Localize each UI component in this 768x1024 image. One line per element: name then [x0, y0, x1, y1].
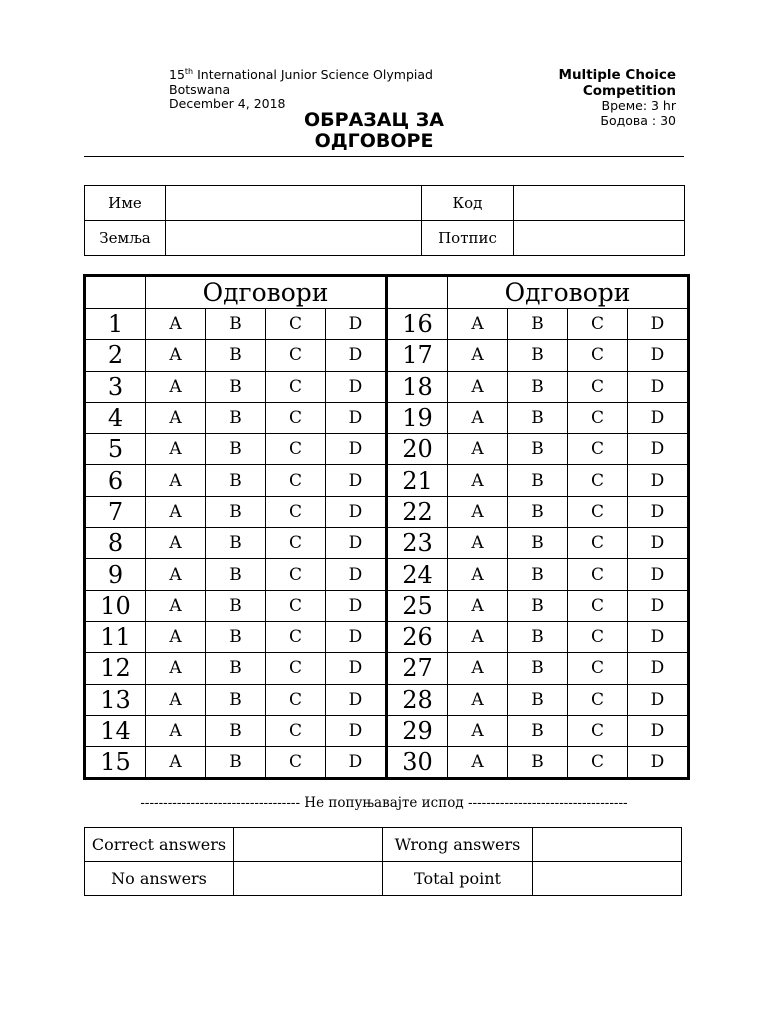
- answer-option-c[interactable]: C: [568, 528, 628, 559]
- answer-option-c[interactable]: C: [568, 653, 628, 684]
- edition-number: 15: [169, 67, 185, 82]
- answer-option-c[interactable]: C: [568, 590, 628, 621]
- question-number: 28: [387, 684, 448, 715]
- answer-option-a[interactable]: A: [146, 402, 206, 433]
- answer-option-c[interactable]: C: [266, 309, 326, 340]
- question-number: 1: [85, 309, 146, 340]
- answer-option-a[interactable]: A: [448, 590, 508, 621]
- answer-option-c[interactable]: C: [266, 559, 326, 590]
- olympiad-title: International Junior Science Olympiad: [197, 67, 433, 82]
- answer-option-d[interactable]: D: [326, 340, 387, 371]
- question-number: 18: [387, 371, 448, 402]
- answer-option-c[interactable]: C: [266, 747, 326, 779]
- answer-option-d[interactable]: D: [628, 496, 689, 527]
- question-number: 6: [85, 465, 146, 496]
- answer-option-d[interactable]: D: [628, 371, 689, 402]
- answer-option-d[interactable]: D: [628, 715, 689, 746]
- answer-option-b[interactable]: B: [508, 402, 568, 433]
- table-row: [85, 402, 689, 433]
- question-number: 22: [387, 496, 448, 527]
- answer-option-b[interactable]: B: [508, 715, 568, 746]
- answer-option-c[interactable]: C: [266, 434, 326, 465]
- table-row: [85, 621, 689, 652]
- answer-option-a[interactable]: A: [146, 653, 206, 684]
- question-number: 14: [85, 715, 146, 746]
- table-row: [85, 371, 689, 402]
- olympiad-name: [169, 68, 433, 83]
- name-label: Име: [85, 186, 166, 221]
- question-number: 21: [387, 465, 448, 496]
- table-row: [85, 684, 689, 715]
- no-answers-field[interactable]: [234, 862, 383, 896]
- table-row: [85, 747, 689, 779]
- answer-option-b[interactable]: B: [206, 434, 266, 465]
- question-number: 10: [85, 590, 146, 621]
- answer-option-b[interactable]: B: [206, 309, 266, 340]
- answer-option-d[interactable]: D: [628, 653, 689, 684]
- answer-option-b[interactable]: B: [508, 465, 568, 496]
- answer-option-a[interactable]: A: [448, 402, 508, 433]
- answer-option-b[interactable]: B: [508, 434, 568, 465]
- answer-option-b[interactable]: B: [508, 309, 568, 340]
- question-number: 29: [387, 715, 448, 746]
- answer-option-b[interactable]: B: [206, 340, 266, 371]
- answer-option-c[interactable]: C: [568, 559, 628, 590]
- answer-option-d[interactable]: D: [326, 621, 387, 652]
- answer-option-a[interactable]: A: [146, 434, 206, 465]
- answer-option-a[interactable]: A: [448, 715, 508, 746]
- name-field[interactable]: [166, 186, 422, 221]
- country-field[interactable]: [166, 221, 422, 256]
- question-number: 17: [387, 340, 448, 371]
- answer-option-b[interactable]: B: [508, 340, 568, 371]
- answer-option-c[interactable]: C: [568, 715, 628, 746]
- question-number: 13: [85, 684, 146, 715]
- answer-option-d[interactable]: D: [628, 684, 689, 715]
- question-number: 27: [387, 653, 448, 684]
- question-number: 11: [85, 621, 146, 652]
- number-header-left: [85, 276, 146, 309]
- answer-option-d[interactable]: D: [326, 434, 387, 465]
- title-line2: ОДГОВОРЕ: [314, 130, 434, 152]
- answer-option-b[interactable]: B: [508, 590, 568, 621]
- signature-field[interactable]: [514, 221, 685, 256]
- answer-option-d[interactable]: D: [326, 747, 387, 779]
- answer-option-b[interactable]: B: [508, 684, 568, 715]
- page-title: [240, 110, 508, 152]
- answers-header-left: Одговори: [146, 276, 387, 309]
- answer-option-b[interactable]: B: [508, 559, 568, 590]
- answer-option-a[interactable]: A: [146, 340, 206, 371]
- table-row: [85, 309, 689, 340]
- answer-option-d[interactable]: D: [628, 590, 689, 621]
- wrong-answers-label: Wrong answers: [383, 828, 533, 862]
- question-number: 19: [387, 402, 448, 433]
- question-number: 25: [387, 590, 448, 621]
- answer-option-c[interactable]: C: [266, 684, 326, 715]
- answer-option-d[interactable]: D: [326, 309, 387, 340]
- answer-option-c[interactable]: C: [568, 496, 628, 527]
- question-number: 5: [85, 434, 146, 465]
- answer-option-c[interactable]: C: [266, 590, 326, 621]
- answer-grid: [83, 274, 690, 780]
- answer-option-b[interactable]: B: [206, 371, 266, 402]
- question-number: 26: [387, 621, 448, 652]
- answer-option-a[interactable]: A: [146, 528, 206, 559]
- answer-option-a[interactable]: A: [448, 340, 508, 371]
- table-row: [85, 434, 689, 465]
- edition-suffix: th: [184, 67, 194, 76]
- title-line1: ОБРАЗАЦ ЗА: [304, 109, 444, 131]
- answer-option-b[interactable]: B: [508, 621, 568, 652]
- answer-option-c[interactable]: C: [266, 528, 326, 559]
- question-number: 23: [387, 528, 448, 559]
- question-number: 24: [387, 559, 448, 590]
- answer-option-a[interactable]: A: [146, 621, 206, 652]
- question-number: 12: [85, 653, 146, 684]
- question-number: 7: [85, 496, 146, 527]
- answer-option-a[interactable]: A: [448, 747, 508, 779]
- answer-option-c[interactable]: C: [568, 621, 628, 652]
- correct-answers-label: Correct answers: [85, 828, 234, 862]
- question-number: 3: [85, 371, 146, 402]
- table-row: [85, 653, 689, 684]
- answer-option-b[interactable]: B: [206, 528, 266, 559]
- table-row: [85, 715, 689, 746]
- question-number: 9: [85, 559, 146, 590]
- answer-option-a[interactable]: A: [146, 590, 206, 621]
- answer-option-a[interactable]: A: [146, 715, 206, 746]
- do-not-fill-note: ----------------------------------- Не попуњавајте испод -----------------------------------: [140, 795, 628, 811]
- olympiad-location: Botswana: [169, 81, 231, 97]
- no-answers-label: No answers: [85, 862, 234, 896]
- answer-option-d[interactable]: D: [628, 309, 689, 340]
- answer-option-a[interactable]: A: [448, 434, 508, 465]
- table-row: [85, 340, 689, 371]
- wrong-answers-field[interactable]: [533, 828, 682, 862]
- olympiad-date: December 4, 2018: [169, 96, 286, 111]
- answer-option-d[interactable]: D: [628, 528, 689, 559]
- answers-header-right: Одговори: [448, 276, 689, 309]
- answer-option-b[interactable]: B: [508, 496, 568, 527]
- answer-option-b[interactable]: B: [206, 621, 266, 652]
- answer-option-a[interactable]: A: [146, 496, 206, 527]
- country-label: Земља: [85, 221, 166, 256]
- answer-option-c[interactable]: C: [568, 309, 628, 340]
- time-limit: Време: 3 hr: [601, 98, 676, 113]
- table-row: [85, 559, 689, 590]
- answer-option-a[interactable]: A: [448, 465, 508, 496]
- answer-option-a[interactable]: A: [146, 465, 206, 496]
- answer-option-b[interactable]: B: [508, 653, 568, 684]
- question-number: 30: [387, 747, 448, 779]
- total-point-field[interactable]: [533, 862, 682, 896]
- answer-option-a[interactable]: A: [448, 559, 508, 590]
- answer-option-b[interactable]: B: [206, 496, 266, 527]
- answer-option-b[interactable]: B: [206, 684, 266, 715]
- answer-option-d[interactable]: D: [628, 340, 689, 371]
- total-points: Бодова : 30: [600, 112, 676, 128]
- answer-option-d[interactable]: D: [326, 528, 387, 559]
- scoring-table: [84, 827, 682, 896]
- answer-option-c[interactable]: C: [266, 496, 326, 527]
- answer-option-c[interactable]: C: [568, 684, 628, 715]
- code-label: Код: [422, 186, 514, 221]
- answer-option-b[interactable]: B: [206, 590, 266, 621]
- signature-label: Потпис: [422, 221, 514, 256]
- answer-option-c[interactable]: C: [266, 340, 326, 371]
- answer-option-d[interactable]: D: [628, 434, 689, 465]
- answer-option-c[interactable]: C: [568, 340, 628, 371]
- question-number: 4: [85, 402, 146, 433]
- question-number: 2: [85, 340, 146, 371]
- answer-option-a[interactable]: A: [448, 309, 508, 340]
- table-row: [85, 590, 689, 621]
- answer-option-c[interactable]: C: [266, 653, 326, 684]
- answer-option-a[interactable]: A: [448, 371, 508, 402]
- table-row: [85, 528, 689, 559]
- answer-option-b[interactable]: B: [508, 747, 568, 779]
- table-row: [85, 496, 689, 527]
- correct-answers-field[interactable]: [234, 828, 383, 862]
- answer-option-c[interactable]: C: [568, 747, 628, 779]
- question-number: 20: [387, 434, 448, 465]
- answer-option-c[interactable]: C: [266, 465, 326, 496]
- answer-option-d[interactable]: D: [326, 715, 387, 746]
- answer-option-d[interactable]: D: [326, 653, 387, 684]
- answer-option-b[interactable]: B: [508, 371, 568, 402]
- answer-option-d[interactable]: D: [326, 590, 387, 621]
- answer-option-b[interactable]: B: [206, 715, 266, 746]
- question-number: 8: [85, 528, 146, 559]
- answer-option-b[interactable]: B: [508, 528, 568, 559]
- answer-option-a[interactable]: A: [448, 653, 508, 684]
- competition-info: [559, 68, 676, 128]
- answer-option-c[interactable]: C: [266, 621, 326, 652]
- answer-option-d[interactable]: D: [326, 402, 387, 433]
- table-row: [85, 465, 689, 496]
- answer-option-a[interactable]: A: [448, 528, 508, 559]
- question-number: 16: [387, 309, 448, 340]
- answer-option-b[interactable]: B: [206, 559, 266, 590]
- answer-option-d[interactable]: D: [326, 559, 387, 590]
- header-divider: [84, 156, 684, 157]
- olympiad-info: [169, 68, 433, 112]
- answer-option-c[interactable]: C: [568, 371, 628, 402]
- answer-option-c[interactable]: C: [266, 371, 326, 402]
- answer-option-a[interactable]: A: [146, 684, 206, 715]
- category-line1: Multiple Choice: [558, 67, 676, 83]
- answer-option-a[interactable]: A: [146, 371, 206, 402]
- category-line2: Competition: [582, 82, 676, 99]
- answer-option-b[interactable]: B: [206, 465, 266, 496]
- answer-option-b[interactable]: B: [206, 653, 266, 684]
- answer-option-a[interactable]: A: [448, 496, 508, 527]
- answer-option-d[interactable]: D: [628, 559, 689, 590]
- answer-option-c[interactable]: C: [266, 402, 326, 433]
- answer-option-a[interactable]: A: [146, 309, 206, 340]
- answer-option-a[interactable]: A: [146, 559, 206, 590]
- answer-option-d[interactable]: D: [326, 371, 387, 402]
- answer-option-d[interactable]: D: [628, 465, 689, 496]
- total-point-label: Total point: [383, 862, 533, 896]
- answer-option-c[interactable]: C: [266, 715, 326, 746]
- answer-option-d[interactable]: D: [326, 684, 387, 715]
- number-header-right: [387, 276, 448, 309]
- answer-option-c[interactable]: C: [568, 465, 628, 496]
- answer-option-d[interactable]: D: [326, 465, 387, 496]
- answer-option-b[interactable]: B: [206, 402, 266, 433]
- answer-option-a[interactable]: A: [448, 684, 508, 715]
- answer-option-b[interactable]: B: [206, 747, 266, 779]
- answer-option-d[interactable]: D: [628, 747, 689, 779]
- answer-option-c[interactable]: C: [568, 402, 628, 433]
- answer-option-d[interactable]: D: [628, 402, 689, 433]
- question-number: 15: [85, 747, 146, 779]
- answer-option-a[interactable]: A: [146, 747, 206, 779]
- code-field[interactable]: [514, 186, 685, 221]
- answer-header-row: [85, 276, 689, 309]
- answer-option-c[interactable]: C: [568, 434, 628, 465]
- answer-option-a[interactable]: A: [448, 621, 508, 652]
- candidate-info-table: [84, 185, 685, 256]
- answer-option-d[interactable]: D: [628, 621, 689, 652]
- answer-option-d[interactable]: D: [326, 496, 387, 527]
